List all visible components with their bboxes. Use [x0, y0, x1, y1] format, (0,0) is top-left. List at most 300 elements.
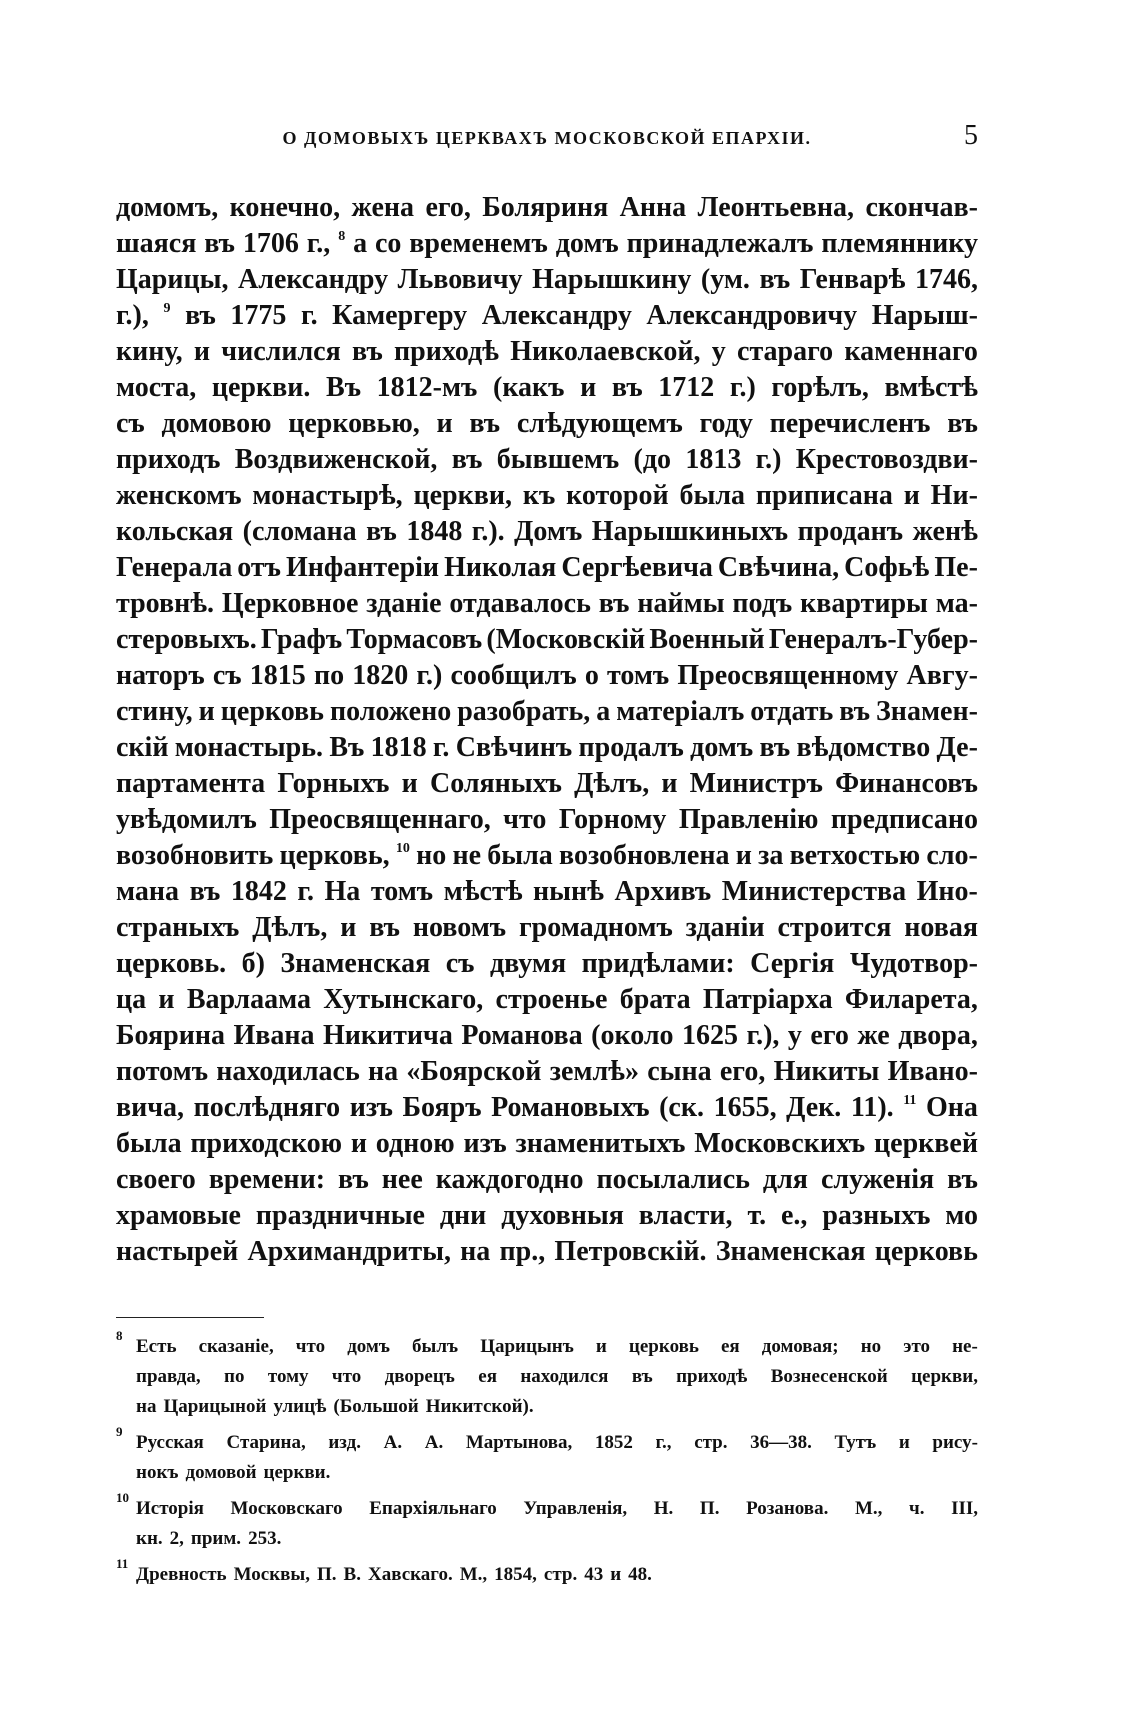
word: 1848 [406, 516, 463, 547]
word: отдавалось [449, 588, 591, 619]
word: Никитича [322, 1020, 453, 1051]
word: Нарышкину [532, 264, 692, 295]
word: ея [478, 1366, 497, 1387]
word: двора, [898, 1020, 978, 1051]
word: домовая; [761, 1336, 839, 1357]
word: Николаевской, [510, 336, 701, 367]
word: П. [699, 1498, 720, 1519]
word: что [331, 1366, 362, 1387]
word: церковь [874, 1236, 978, 1267]
word: которой [566, 480, 669, 511]
word: въ [947, 408, 978, 439]
word: знаменитыхъ [515, 1128, 686, 1159]
word: племяннику [821, 228, 978, 259]
word: дворецъ [384, 1366, 455, 1387]
word: «Боярской [406, 1056, 542, 1087]
word: Камергеру [332, 300, 468, 331]
word: громадномъ [518, 912, 673, 943]
word: Горныхъ [277, 768, 390, 799]
text-line [116, 838, 978, 874]
word: скончав- [865, 192, 978, 223]
word: продалъ [578, 732, 684, 763]
word: новая [904, 912, 978, 943]
word: Нарышкиныхъ [591, 516, 789, 547]
word: Сергѣевича [561, 552, 713, 583]
word: разобрать, [457, 696, 591, 727]
text-line [116, 1054, 978, 1090]
word: и [595, 1336, 607, 1357]
word: Боярина [116, 1020, 225, 1051]
word: Архимандриты, [247, 1236, 451, 1267]
word: не [452, 840, 481, 871]
word: ч. [908, 1498, 925, 1519]
word: Знамен- [876, 696, 978, 727]
word: Русская [136, 1432, 204, 1453]
word: Архивъ [614, 876, 712, 907]
word: Романова [461, 1020, 583, 1051]
word: б) [241, 948, 265, 979]
word: пр., [499, 1236, 546, 1267]
word: храмовые [116, 1200, 241, 1231]
word: церкви, [413, 480, 513, 511]
word: Ивано- [887, 1056, 978, 1087]
word: г. [297, 876, 314, 907]
word: наторъ [116, 660, 205, 691]
word: же [857, 1020, 890, 1051]
word: приходѣ [676, 1366, 748, 1387]
word: въ [631, 1366, 653, 1387]
word: тому [267, 1366, 309, 1387]
word: сказаніе, [198, 1336, 274, 1357]
word: приходъ [116, 444, 221, 475]
word: Домъ [514, 516, 583, 547]
word: Инфантеріи [285, 552, 440, 583]
word: нее [381, 1164, 423, 1195]
word: его [810, 1020, 849, 1051]
word: съ [116, 408, 145, 439]
word: стр. [543, 1564, 578, 1585]
footnote-line [116, 1494, 978, 1524]
word: квартиры [800, 588, 928, 619]
word: Александровичу [646, 300, 858, 331]
word: томъ [370, 876, 434, 907]
word: 1818 [370, 732, 427, 763]
text-line [116, 766, 978, 802]
word: 43 [584, 1564, 604, 1585]
footnote-line [116, 1428, 978, 1458]
text-line [116, 1162, 978, 1198]
word: отдать [750, 696, 834, 727]
word: 1815 [249, 660, 306, 691]
word: т. [747, 1200, 767, 1231]
word: въ [204, 228, 235, 259]
word: Она [926, 1092, 978, 1123]
word: въ [338, 1164, 369, 1195]
word: домовою [161, 408, 272, 439]
word: его, [425, 192, 471, 223]
text-line [116, 334, 978, 370]
footnote [116, 1328, 978, 1422]
word: (сломана [242, 516, 357, 547]
word: П. [317, 1564, 337, 1585]
word: была [487, 840, 553, 871]
word: его, [719, 1056, 766, 1087]
word: женѣ [912, 516, 978, 547]
word: Хавскаго. [367, 1564, 453, 1585]
word: подъ [732, 588, 793, 619]
footnote-ref: 9 [163, 301, 171, 316]
word: Петровскій. [554, 1236, 707, 1267]
word: возобновить [116, 840, 274, 871]
word: придѣлами: [581, 948, 735, 979]
word: что [295, 1336, 326, 1357]
word: Никиты [773, 1056, 880, 1087]
word: настырей [116, 1236, 239, 1267]
footnote-line [116, 1458, 978, 1488]
word: разныхъ [822, 1200, 931, 1231]
word: и [610, 1564, 622, 1585]
word: изъ [463, 1128, 507, 1159]
word: въ [759, 732, 791, 763]
word: приходѣ [394, 336, 499, 367]
text-line [116, 406, 978, 442]
word: церковь, [279, 840, 390, 871]
footnote-mark: 11 [116, 1556, 129, 1571]
word: церковь [220, 696, 324, 727]
word: 1775 [230, 300, 287, 331]
word: Львовичу [397, 264, 523, 295]
word: Министръ [689, 768, 823, 799]
word: но [416, 840, 447, 871]
word: Тормасовъ [346, 624, 483, 655]
word: Генварѣ [799, 264, 906, 295]
footnote-ref-wrap [903, 1090, 916, 1126]
word: Филарета, [844, 984, 978, 1015]
footnote-line [116, 1560, 978, 1590]
word: слѣдующемъ [516, 408, 683, 439]
word: со [374, 228, 402, 259]
word: съ [212, 660, 242, 691]
footnote-ref: 10 [395, 841, 410, 856]
word: тровнѣ. [116, 588, 215, 619]
word: стараго [737, 336, 834, 367]
word: Ино- [916, 876, 978, 907]
word: Царицыной [163, 1396, 267, 1417]
word: въ [759, 264, 791, 295]
word: г.), [116, 300, 149, 331]
word: г.) [755, 444, 782, 475]
word: былъ [412, 1336, 459, 1357]
word: Генералъ-Губер- [768, 624, 978, 655]
word: Н. [653, 1498, 674, 1519]
word: на [460, 1236, 491, 1267]
word: въ [451, 444, 483, 475]
word: дни [439, 1200, 487, 1231]
text-line [116, 514, 978, 550]
word: 1655, [713, 1092, 777, 1123]
word: Нарыш- [871, 300, 978, 331]
word: Ни- [930, 480, 978, 511]
word: 1842 [230, 876, 287, 907]
word: церквей [874, 1128, 978, 1159]
word: проданъ [797, 516, 904, 547]
word: Хутынскаго, [323, 984, 484, 1015]
footnote-mark: 8 [116, 1328, 123, 1343]
word: временемъ [409, 228, 548, 259]
word: ея [720, 1336, 740, 1357]
word: Московскаго [230, 1498, 343, 1519]
word: вича, [116, 1092, 185, 1123]
word: въ [189, 876, 221, 907]
word: Свѣчинъ [455, 732, 573, 763]
word: послѣдняго [193, 1092, 341, 1123]
word: скій [116, 732, 169, 763]
word: 1854, [494, 1564, 537, 1585]
word: году [699, 408, 753, 439]
word: Авгу- [906, 660, 978, 691]
text-line [116, 298, 978, 334]
word: кину, [116, 336, 183, 367]
footnote-ref-wrap [163, 298, 170, 334]
word: числился [221, 336, 341, 367]
word: Де- [936, 732, 978, 763]
text-line [116, 226, 978, 262]
word: Александру [481, 300, 632, 331]
footnote-ref: 8 [338, 229, 346, 244]
word: Сергія [750, 948, 835, 979]
word: церкви. [263, 1462, 331, 1483]
word: Исторія [136, 1498, 204, 1519]
word: и [735, 840, 752, 871]
word: е., [780, 1200, 808, 1231]
word: у [787, 1020, 802, 1051]
word: мо [945, 1200, 978, 1231]
word: М., [459, 1564, 488, 1585]
word: находился [520, 1366, 609, 1387]
word: г., [655, 1432, 672, 1453]
footnote-mark: 9 [116, 1424, 123, 1439]
text-line [116, 550, 978, 586]
word: 253. [248, 1528, 282, 1549]
word: г.) [729, 372, 756, 403]
word: Древность [136, 1564, 227, 1585]
word: Леонтьевна, [697, 192, 855, 223]
footnote-ref-wrap [396, 838, 410, 874]
word: ма- [935, 588, 978, 619]
word: Графъ [260, 624, 343, 655]
word: Анна [619, 192, 687, 223]
word: на [368, 1056, 399, 1087]
word: церковь [628, 1336, 699, 1357]
word: въ [366, 516, 397, 547]
word: улицѣ [273, 1396, 327, 1417]
word: нокъ [136, 1462, 179, 1483]
word: что [503, 804, 547, 835]
word: Розанова. [746, 1498, 829, 1519]
word: посылались [596, 1164, 750, 1195]
word: бывшемъ [496, 444, 620, 475]
word: Воздвиженской, [234, 444, 438, 475]
word: предписано [830, 804, 978, 835]
word: Епархіяльнаго [369, 1498, 497, 1519]
word: землѣ» [549, 1056, 639, 1087]
word: времени: [208, 1164, 326, 1195]
word: 1852 [594, 1432, 633, 1453]
word: 1712 [658, 372, 715, 403]
word: шаяся [116, 228, 197, 259]
word: кольская [116, 516, 234, 547]
word: правда, [136, 1366, 201, 1387]
text-line [116, 982, 978, 1018]
word: Николая [444, 552, 557, 583]
word: Пе- [934, 552, 978, 583]
word: находилась [216, 1056, 360, 1087]
word: В. [343, 1564, 361, 1585]
word: и [898, 1432, 910, 1453]
word: Ивана [233, 1020, 315, 1051]
word: На [324, 876, 361, 907]
word: была [116, 1128, 182, 1159]
text-line [116, 622, 978, 658]
footnote-ref: 11 [903, 1093, 917, 1108]
word: Дѣлъ, [574, 768, 650, 799]
word: домъ [347, 1336, 390, 1357]
word: въ [839, 696, 871, 727]
word: монастырь. [174, 732, 324, 763]
word: за [758, 840, 784, 871]
word: сообщилъ [450, 660, 577, 691]
word: и [193, 336, 211, 367]
word: Министерства [721, 876, 907, 907]
word: Старина, [226, 1432, 306, 1453]
text-line [116, 874, 978, 910]
word: но [860, 1336, 882, 1357]
word: Чудотвор- [849, 948, 978, 979]
word: Въ [326, 372, 362, 403]
word: Крестовоздви- [795, 444, 978, 475]
word: Бояръ [402, 1092, 482, 1123]
footnote [116, 1490, 978, 1554]
word: Патріарха [702, 984, 833, 1015]
word: по [313, 660, 345, 691]
word: возобновлена [559, 840, 730, 871]
word: не- [952, 1336, 978, 1357]
word: 1812-мъ [376, 372, 478, 403]
word: и [903, 480, 920, 511]
word: въ [598, 588, 630, 619]
word: А. [424, 1432, 444, 1453]
word: Московскихъ [694, 1128, 866, 1159]
word: (Большой [333, 1396, 419, 1417]
word: духовныя [501, 1200, 624, 1231]
word: Правленію [678, 804, 819, 835]
word: г.). [471, 516, 505, 547]
word: церковь. [116, 948, 227, 979]
word: Военный [649, 624, 765, 655]
text-line [116, 586, 978, 622]
word: Генерала [116, 552, 233, 583]
word: вѣдомство [796, 732, 931, 763]
word: Знаменская [715, 1236, 866, 1267]
word: рису- [932, 1432, 978, 1453]
word: изъ [349, 1092, 393, 1123]
word: Знаменская [280, 948, 431, 979]
word: о [584, 660, 599, 691]
text-line [116, 1126, 978, 1162]
word: кн. [136, 1528, 163, 1549]
text-line [116, 1018, 978, 1054]
word: Романовыхъ [491, 1092, 650, 1123]
word: перечисленъ [769, 408, 931, 439]
word: наймы [637, 588, 725, 619]
word: изд. [328, 1432, 361, 1453]
word: и [436, 408, 453, 439]
word: приписана [755, 480, 893, 511]
word: М., [854, 1498, 883, 1519]
word: 1820 [352, 660, 409, 691]
word: зданіе [366, 588, 442, 619]
word: праздничные [255, 1200, 425, 1231]
text-line [116, 190, 978, 226]
word: Преосвященному [677, 660, 899, 691]
word: Финансовъ [835, 768, 978, 799]
footnote-separator [116, 1317, 264, 1318]
word: 1706 [242, 228, 299, 259]
text-line [116, 694, 978, 730]
word: г. [432, 732, 450, 763]
word: Управленія, [523, 1498, 628, 1519]
footnote [116, 1424, 978, 1488]
word: Боляриня [482, 192, 609, 223]
text-line [116, 262, 978, 298]
word: строенье [495, 984, 608, 1015]
text-line [116, 370, 978, 406]
word: строится [777, 912, 892, 943]
text-line [116, 1198, 978, 1234]
word: сына [647, 1056, 712, 1087]
word: 48. [628, 1564, 652, 1585]
word: двумя [489, 948, 567, 979]
word: 1813 [685, 444, 742, 475]
text-line [116, 1090, 978, 1126]
word: и [198, 696, 215, 727]
word: Царицынъ [480, 1336, 574, 1357]
word: (до [633, 444, 672, 475]
word: ветхостью [789, 840, 921, 871]
word: и [350, 1128, 367, 1159]
word: (ум. [700, 264, 750, 295]
word: Царицы, [116, 264, 229, 295]
word: и [340, 912, 357, 943]
word: горѣлъ, [771, 372, 869, 403]
word: а [353, 228, 368, 259]
footnote-line [116, 1524, 978, 1554]
word: 36—38. [750, 1432, 812, 1453]
footnote-line [116, 1362, 978, 1392]
word: и [401, 768, 418, 799]
word: домъ [690, 732, 754, 763]
footnote-line [116, 1332, 978, 1362]
word: Никитской). [425, 1396, 534, 1417]
word: положено [329, 696, 452, 727]
word: власти, [638, 1200, 733, 1231]
word: Свѣчина, [717, 552, 840, 583]
word: Въ [329, 732, 365, 763]
text-line [116, 910, 978, 946]
word: нынѣ [533, 876, 604, 907]
word: стеровыхъ. [116, 624, 257, 655]
word: и [661, 768, 678, 799]
